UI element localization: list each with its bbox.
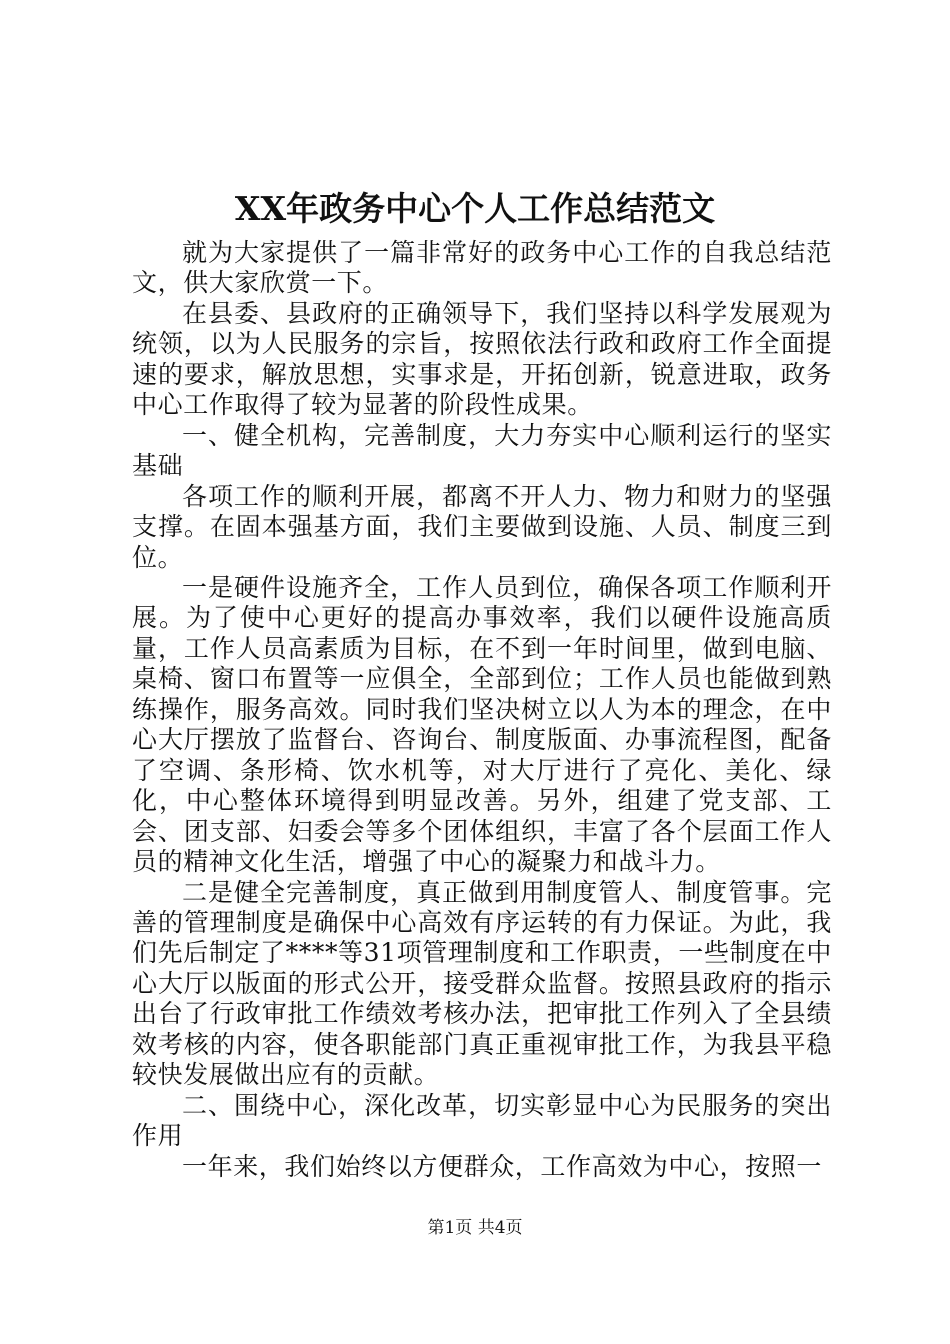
section-heading: 一、健全机构，完善制度，大力夯实中心顺利运行的坚实基础: [132, 420, 832, 481]
document-body: [132, 238, 832, 1182]
paragraph: 在县委、县政府的正确领导下，我们坚持以科学发展观为统领，以为人民服务的宗旨，按照依法行政和政府工作全面提速的要求，解放思想，实事求是，开拓创新，锐意进取，政务中心工作取得了较为显著的阶段性成果。: [132, 298, 832, 420]
document-title: XX年政务中心个人工作总结范文: [234, 189, 716, 228]
page-footer: 第1页 共4页: [427, 1218, 523, 1238]
paragraph: 一年来，我们始终以方便群众，工作高效为中心，按照一: [182, 1151, 823, 1181]
paragraph: 二是健全完善制度，真正做到用制度管人、制度管事。完善的管理制度是确保中心高效有序运转的有力保证。为此，我们先后制定了****等31项管理制度和工作职责，一些制度在中心大厅以版面的形式公开，接受群众监督。按照县政府的指示出台了行政审批工作绩效考核办法，把审批工作列入了全县绩效考核的内容，使各职能部门真正重视审批工作，为我县平稳较快发展做出应有的贡献。: [132, 877, 832, 1090]
section-heading: 二、围绕中心，深化改革，切实彰显中心为民服务的突出作用: [132, 1090, 832, 1151]
paragraph: 各项工作的顺利开展，都离不开人力、物力和财力的坚强支撑。在固本强基方面，我们主要做到设施、人员、制度三到位。: [132, 481, 832, 572]
paragraph: 一是硬件设施齐全，工作人员到位，确保各项工作顺利开展。为了使中心更好的提高办事效率，我们以硬件设施高质量，工作人员高素质为目标，在不到一年时间里，做到电脑、桌椅、窗口布置等一应俱全，全部到位；工作人员也能做到熟练操作，服务高效。同时我们坚决树立以人为本的理念，在中心大厅摆放了监督台、咨询台、制度版面、办事流程图，配备了空调、条形椅、饮水机等，对大厅进行了亮化、美化、绿化，中心整体环境得到明显改善。另外，组建了党支部、工会、团支部、妇委会等多个团体组织，丰富了各个层面工作人员的精神文化生活，增强了中心的凝聚力和战斗力。: [132, 572, 832, 877]
paragraph: 就为大家提供了一篇非常好的政务中心工作的自我总结范文，供大家欣赏一下。: [132, 238, 832, 298]
